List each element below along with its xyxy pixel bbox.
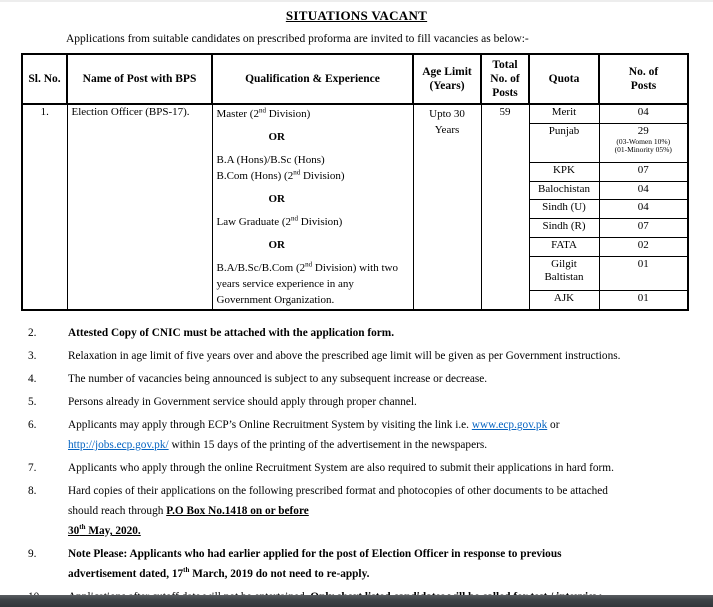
note-text bbox=[68, 323, 713, 343]
header-qualification bbox=[212, 54, 413, 104]
posts-count: 01 bbox=[637, 292, 649, 305]
posts-count: 01 bbox=[637, 257, 649, 270]
quota-cell: KPK bbox=[529, 162, 599, 181]
quota-row bbox=[22, 104, 688, 123]
intro-text: Applications from suitable candidates on prescribed proforma are invited to fill vacancies as below:- bbox=[66, 33, 529, 45]
note-number: 8. bbox=[28, 485, 37, 497]
header-sl-no-label: Sl. No. bbox=[28, 73, 61, 85]
header-age-limit-label: Age Limit (Years) bbox=[422, 66, 472, 92]
quota-cell: Gilgit Baltistan bbox=[529, 256, 599, 290]
posts-subnote: (01-Minority 05%) bbox=[614, 145, 672, 155]
qualification-line: B.A/B.Sc/B.Com (2nd Division) with two years service experience in any Government Organization. bbox=[216, 260, 398, 306]
note-item bbox=[21, 346, 713, 366]
note-number: 3. bbox=[28, 350, 37, 362]
quota-cell: FATA bbox=[529, 238, 599, 257]
qualification-line: Law Graduate (2nd Division) bbox=[216, 214, 343, 228]
note-number: 2. bbox=[28, 327, 37, 339]
note-segment: Note Please: Applicants who had earlier applied for the post of Election Officer in response to previous bbox=[68, 548, 562, 560]
or-separator: OR bbox=[268, 239, 285, 251]
note-segment: within 15 days of the printing of the advertisement in the newspapers. bbox=[168, 439, 488, 451]
hyperlink[interactable]: www.ecp.gov.pk bbox=[471, 419, 548, 431]
header-quota bbox=[529, 54, 599, 104]
quota-cell: AJK bbox=[529, 291, 599, 310]
posts-subnote: (03-Women 10%) bbox=[616, 136, 671, 146]
header-no-of-posts bbox=[599, 54, 688, 104]
posts-count: 07 bbox=[637, 220, 649, 233]
quota-cell: Sindh (R) bbox=[529, 219, 599, 238]
header-qualification-label: Qualification & Experience bbox=[245, 73, 380, 85]
header-sl-no bbox=[22, 54, 67, 104]
note-segment: Persons already in Government service should apply through proper channel. bbox=[68, 396, 417, 408]
note-text bbox=[68, 544, 713, 584]
note-item bbox=[21, 392, 713, 412]
note-segment: 30th May, 2020. bbox=[68, 523, 141, 537]
posts-count: 04 bbox=[637, 182, 649, 195]
note-text bbox=[68, 481, 713, 541]
quota-cell: Punjab bbox=[529, 123, 599, 162]
quota-cell: Balochistan bbox=[529, 181, 599, 200]
qualification-line: B.A (Hons)/B.Sc (Hons) bbox=[216, 154, 325, 166]
posts-count: 04 bbox=[637, 201, 649, 214]
notes-list bbox=[21, 323, 713, 607]
posts-count: 04 bbox=[637, 106, 649, 118]
note-number: 5. bbox=[28, 396, 37, 408]
or-separator: OR bbox=[268, 193, 285, 205]
quota-posts-cell bbox=[599, 104, 688, 123]
note-segment: Attested Copy of CNIC must be attached with the application form. bbox=[68, 327, 395, 339]
age-limit-cell: Upto 30 Years bbox=[413, 104, 481, 310]
note-item bbox=[21, 369, 713, 389]
note-item bbox=[21, 544, 713, 584]
note-item bbox=[21, 415, 713, 455]
qualification-line: Master (2nd Division) bbox=[216, 106, 311, 120]
note-segment: Applicants may apply through ECP’s Online Recruitment System by visiting the link i.e. bbox=[68, 419, 472, 431]
header-quota-label: Quota bbox=[548, 73, 580, 85]
posts-count: 02 bbox=[637, 239, 649, 252]
note-segment: P.O Box No.1418 on or before bbox=[166, 505, 309, 517]
note-item bbox=[21, 458, 713, 478]
note-segment: or bbox=[547, 419, 560, 431]
window-bottom-bar bbox=[0, 595, 713, 607]
note-segment: The number of vacancies being announced is subject to any subsequent increase or decrease. bbox=[68, 373, 488, 385]
note-segment: should reach through bbox=[68, 505, 167, 517]
post-name-cell: Election Officer (BPS-17). bbox=[67, 104, 212, 310]
quota-posts-cell bbox=[599, 238, 688, 257]
hyperlink[interactable]: http://jobs.ecp.gov.pk/ bbox=[68, 439, 169, 451]
header-total-posts bbox=[481, 54, 529, 104]
note-text bbox=[68, 415, 713, 455]
page-title: SITUATIONS VACANT bbox=[285, 8, 428, 23]
note-number: 4. bbox=[28, 373, 37, 385]
note-segment: Relaxation in age limit of five years over and above the prescribed age limit will be given as per Government instructions. bbox=[68, 350, 621, 362]
note-segment: Applicants who apply through the online Recruitment System are also required to submit their applications in hard form. bbox=[68, 462, 614, 474]
or-separator: OR bbox=[268, 131, 285, 143]
note-number: 7. bbox=[28, 462, 37, 474]
note-item bbox=[21, 481, 713, 541]
header-row bbox=[22, 54, 688, 104]
qualification-cell bbox=[212, 104, 413, 310]
quota-cell: Sindh (U) bbox=[529, 200, 599, 219]
quota-posts-cell bbox=[599, 256, 688, 290]
posts-count: 29 bbox=[637, 124, 649, 137]
quota-posts-cell bbox=[599, 123, 688, 162]
quota-posts-cell bbox=[599, 219, 688, 238]
vacancy-table-body bbox=[22, 104, 688, 310]
note-number: 9. bbox=[28, 548, 37, 560]
note-text bbox=[68, 458, 713, 478]
note-text bbox=[68, 369, 713, 389]
vacancy-table bbox=[21, 53, 689, 311]
header-total-posts-label: Total No. of Posts bbox=[490, 59, 520, 99]
note-text bbox=[68, 346, 713, 366]
note-text bbox=[68, 392, 713, 412]
note-segment: Hard copies of their applications on the following prescribed format and photocopies of other documents to be attached bbox=[68, 485, 608, 497]
note-item bbox=[21, 323, 713, 343]
header-age-limit bbox=[413, 54, 481, 104]
note-segment: advertisement dated, 17th March, 2019 do not need to re-apply. bbox=[68, 566, 370, 580]
header-post-name-label: Name of Post with BPS bbox=[82, 73, 197, 85]
posts-count: 07 bbox=[637, 163, 649, 176]
header-post-name bbox=[67, 54, 212, 104]
header-no-of-posts-label: No. of Posts bbox=[628, 66, 659, 92]
quota-posts-cell bbox=[599, 291, 688, 310]
quota-cell: Merit bbox=[529, 104, 599, 123]
quota-posts-cell bbox=[599, 200, 688, 219]
quota-posts-cell bbox=[599, 181, 688, 200]
vacancy-table-header bbox=[22, 54, 688, 104]
serial-number-cell: 1. bbox=[22, 104, 67, 310]
total-posts-cell: 59 bbox=[481, 104, 529, 310]
note-number: 6. bbox=[28, 419, 37, 431]
qualification-line: B.Com (Hons) (2nd Division) bbox=[216, 168, 345, 182]
quota-posts-cell bbox=[599, 162, 688, 181]
